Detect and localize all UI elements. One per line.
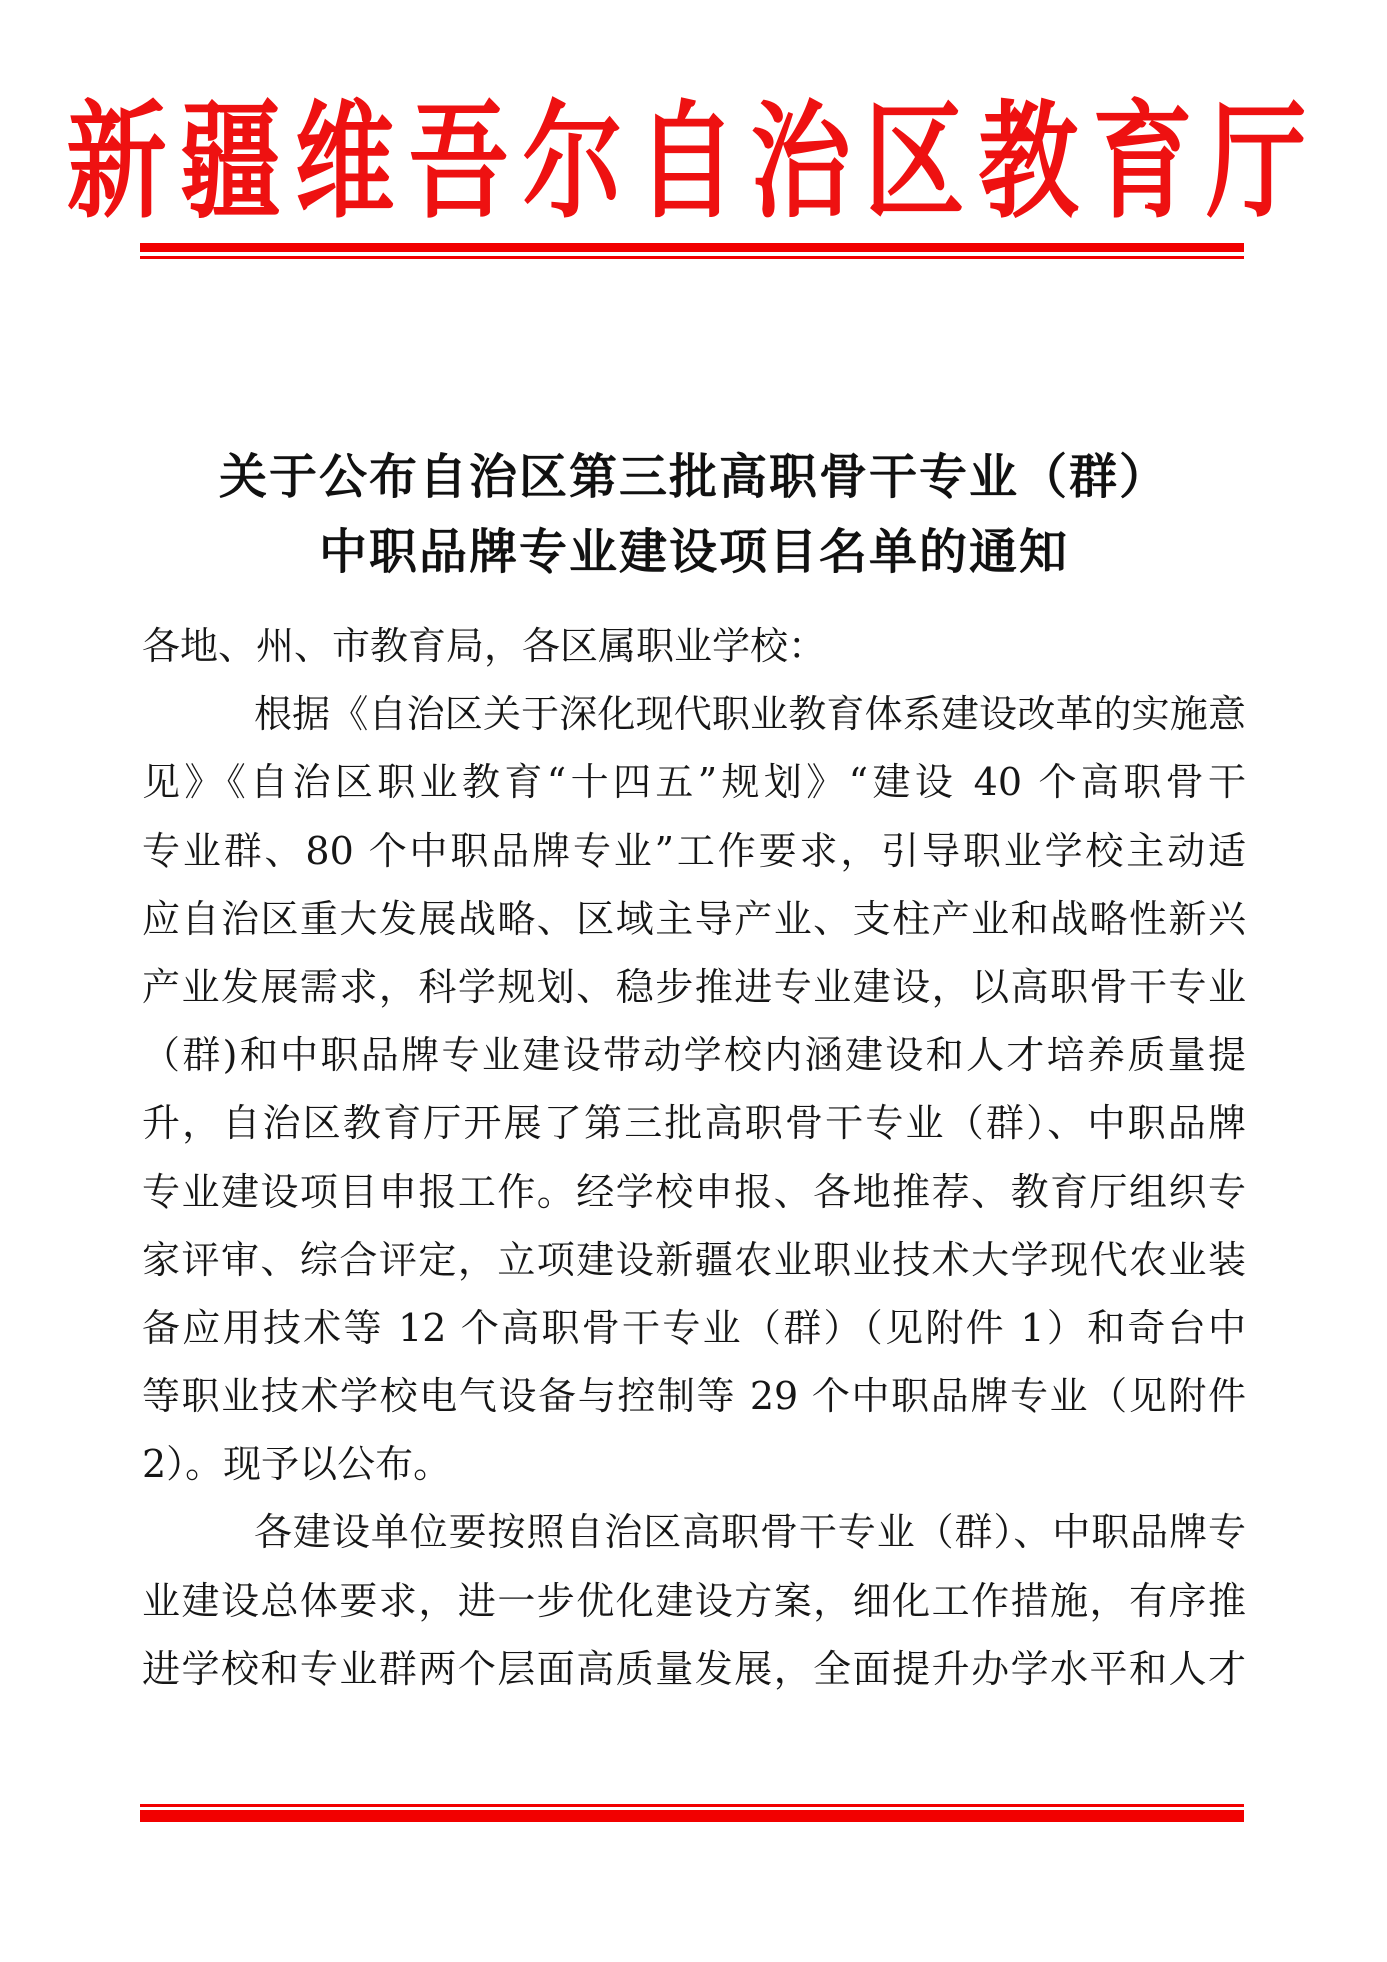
body-line: 产业发展需求，科学规划、稳步推进专业建设，以高职骨干专业 [142,964,1246,1009]
body-line: 专业群、80 个中职品牌专业”工作要求，引导职业学校主动适 [142,828,1246,873]
body-line: 见》《自治区职业教育“十四五”规划》“建设 40 个高职骨干 [142,760,1246,805]
body-line: 升，自治区教育厅开展了第三批高职骨干专业（群）、中职品牌 [142,1101,1246,1146]
body-line: 进学校和专业群两个层面高质量发展，全面提升办学水平和人才 [142,1646,1246,1691]
body-line: 各建设单位要按照自治区高职骨干专业（群）、中职品牌专 [254,1510,1246,1555]
agency-letterhead: 新疆维吾尔自治区教育厅 [66,87,1321,236]
body-line: 专业建设项目申报工作。经学校申报、各地推荐、教育厅组织专 [142,1169,1246,1214]
letterhead-rule-thick [140,243,1244,252]
body-line: 家评审、综合评定，立项建设新疆农业职业技术大学现代农业装 [142,1237,1246,1282]
footer-rule-thick [140,1810,1244,1822]
body-line: 业建设总体要求，进一步优化建设方案，细化工作措施，有序推 [142,1578,1246,1623]
body-line: 2）。现予以公布。 [142,1442,452,1487]
body-line: 备应用技术等 12 个高职骨干专业（群）（见附件 1）和奇台中 [142,1305,1246,1350]
document-title-line1: 关于公布自治区第三批高职骨干专业（群） [218,449,1169,505]
letterhead-rule-thin [140,256,1244,259]
body-line: 应自治区重大发展战略、区域主导产业、支柱产业和战略性新兴 [142,896,1246,941]
footer-rule-thin [140,1804,1244,1807]
body-line-salutation: 各地、州、市教育局，各区属职业学校： [142,624,827,668]
body-line: （群)和中职品牌专业建设带动学校内涵建设和人才培养质量提 [142,1033,1246,1078]
body-line: 根据《自治区关于深化现代职业教育体系建设改革的实施意 [254,692,1246,737]
document-title-line2: 中职品牌专业建设项目名单的通知 [318,524,1069,580]
document-body [142,612,1246,1703]
body-line: 等职业技术学校电气设备与控制等 29 个中职品牌专业（见附件 [142,1374,1246,1419]
document-title [142,440,1246,590]
